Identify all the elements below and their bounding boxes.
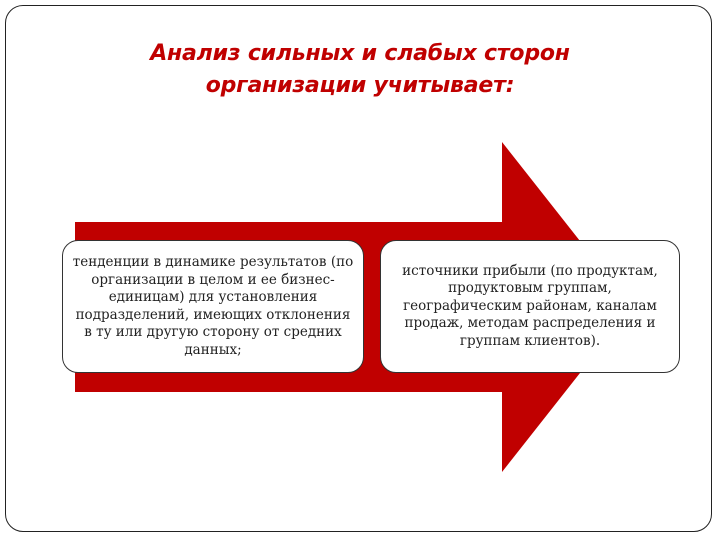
right-text-box xyxy=(380,240,680,373)
title-line-1: Анализ сильных и слабых сторон xyxy=(150,41,570,66)
left-text-box xyxy=(62,240,364,373)
left-box-text: тенденции в динамике результатов (по организации в целом и ее бизнес-единицам) для установления подразделений, имеющих отклонения в ту или другую сторону от средних данных; xyxy=(72,254,354,358)
right-box-text: источники прибыли (по продуктам, продуктовым группам, географическим районам, каналам продаж, методам распределения и группам клиентов). xyxy=(402,262,658,349)
title-line-2: организации учитывает: xyxy=(205,73,515,98)
